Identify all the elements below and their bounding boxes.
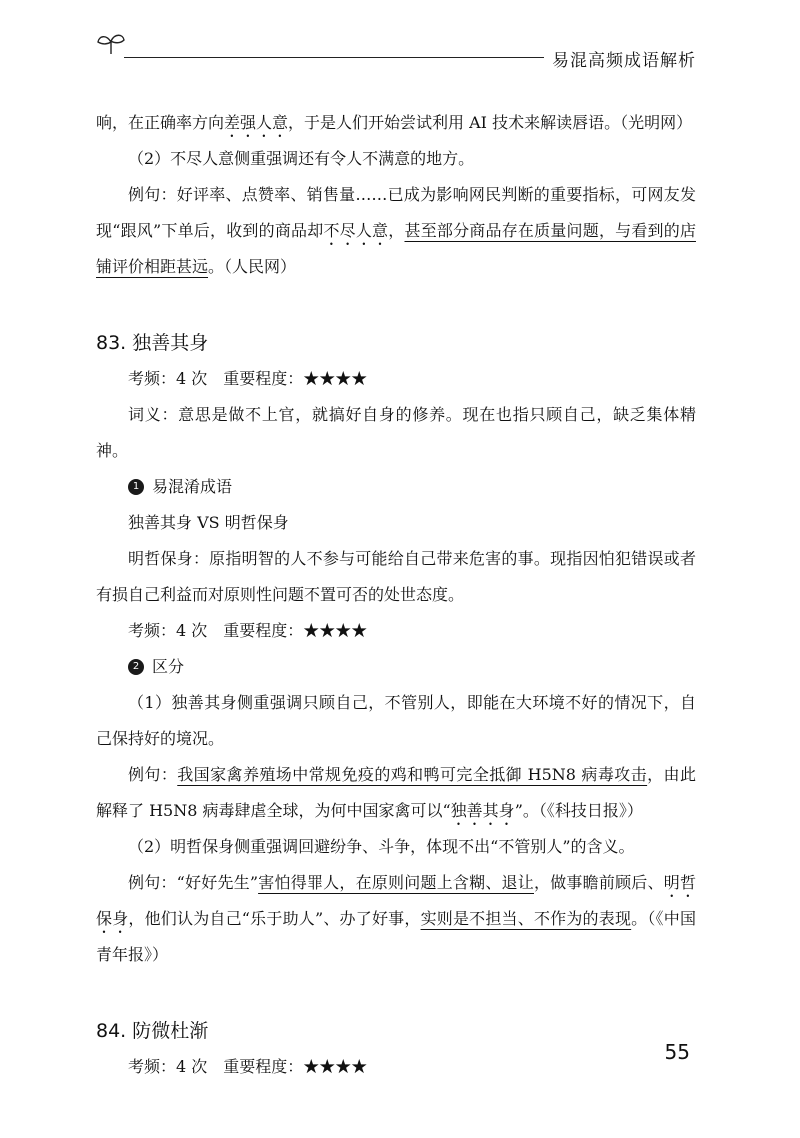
confuse-heading: 1 易混淆成语 xyxy=(96,469,696,505)
emphasized-idiom: 独善其身 xyxy=(450,801,515,820)
page-number: 55 xyxy=(664,1040,690,1064)
entry-83-title: 83. 独善其身 xyxy=(96,332,209,354)
number-one-icon: 1 xyxy=(128,479,144,495)
intro-example: 例句：好评率、点赞率、销售量……已成为影响网民判断的重要指标，可网友发现“跟风”下单后，收到的商品却不尽人意，甚至部分商品存在质量问题，与看到的店铺评价相距甚远。（人民网） xyxy=(96,185,696,276)
underlined-phrase: 甚至部分商品存在质量问题，与看到的店铺评价相距甚远 xyxy=(96,221,696,276)
header-title: 易混高频成语解析 xyxy=(552,51,696,71)
other-definition: 明哲保身：原指明智的人不参与可能给自己带来危害的事。现指因怕犯错误或者有损自己利益而对原则性问题不置可否的处世态度。 xyxy=(96,549,696,604)
underlined-phrase: 我国家禽养殖场中常规免疫的鸡和鸭可完全抵御 H5N8 病毒攻击 xyxy=(177,765,648,784)
intro-line-1: 响，在正确率方向差强人意，于是人们开始尝试利用 AI 技术来解读唇语。（光明网） xyxy=(96,113,693,132)
header-rule xyxy=(124,57,544,58)
entry-84-freq: 考频：4 次 重要程度：★★★★ xyxy=(128,1057,368,1076)
other-freq: 考频：4 次 重要程度：★★★★ xyxy=(128,621,368,640)
compare-line: 独善其身 VS 明哲保身 xyxy=(128,513,289,532)
sprout-icon xyxy=(96,30,126,56)
example-1: 例句：我国家禽养殖场中常规免疫的鸡和鸭可完全抵御 H5N8 病毒攻击，由此解释了 H5N8 病毒肆虐全球，为何中国家禽可以“独善其身”。（《科技日报》） xyxy=(96,765,696,820)
diff-1: （1）独善其身侧重强调只顾自己，不管别人，即能在大环境不好的情况下，自己保持好的境况。 xyxy=(96,693,696,748)
emphasized-idiom: 明哲保身 xyxy=(96,873,696,928)
entry-83-meaning: 词义：意思是做不上官，就搞好自身的修养。现在也指只顾自己，缺乏集体精神。 xyxy=(96,405,696,460)
underlined-phrase: 害怕得罪人，在原则问题上含糊、退让 xyxy=(258,873,534,892)
example-2: 例句：“好好先生”害怕得罪人，在原则问题上含糊、退让，做事瞻前顾后、明哲保身，他们认为自己“乐于助人”、办了好事，实则是不担当、不作为的表现。（《中国青年报》） xyxy=(96,873,696,964)
emphasized-idiom: 差强人意 xyxy=(224,113,289,132)
number-two-icon: 2 xyxy=(128,659,144,675)
page-content xyxy=(96,105,696,1085)
diff-heading: 2 区分 xyxy=(96,649,696,685)
intro-note-2: （2）不尽人意侧重强调还有令人不满意的地方。 xyxy=(128,149,475,168)
entry-83-freq: 考频：4 次 重要程度：★★★★ xyxy=(128,369,368,388)
diff-2: （2）明哲保身侧重强调回避纷争、斗争，体现不出“不管别人”的含义。 xyxy=(128,837,635,856)
page-header xyxy=(0,0,800,80)
underlined-phrase: 实则是不担当、不作为的表现 xyxy=(420,909,632,928)
entry-84-title: 84. 防微杜渐 xyxy=(96,1020,209,1042)
emphasized-idiom: 不尽人意 xyxy=(323,221,389,240)
